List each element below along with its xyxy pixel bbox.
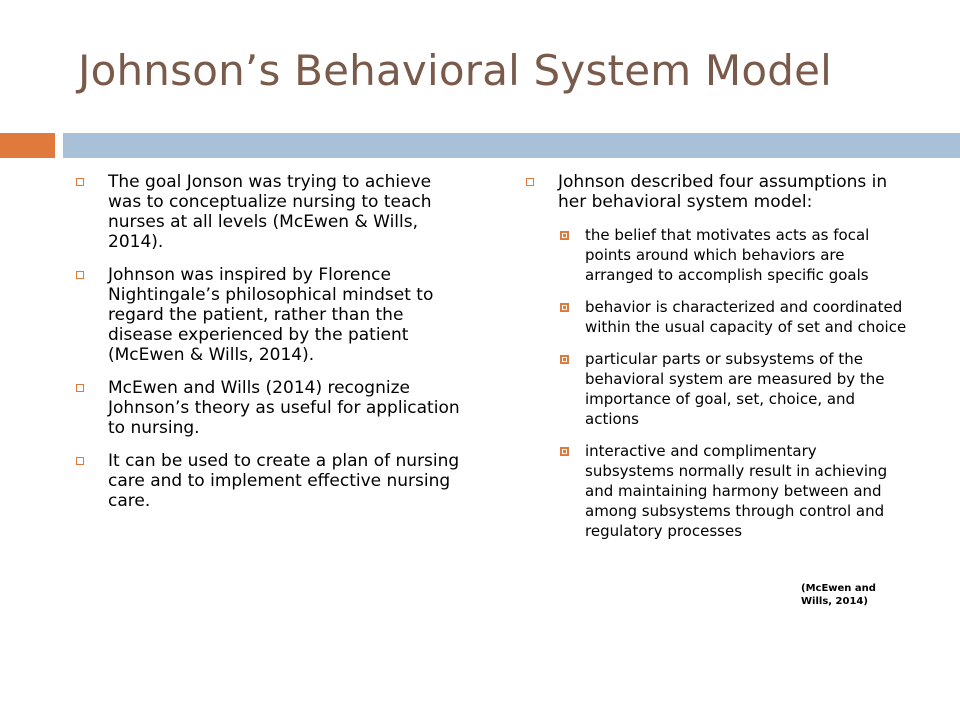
square-sub-bullet-icon bbox=[560, 231, 569, 240]
sub-bullet-text: particular parts or subsystems of the behavioral system are measured by the importance of goal, set, choice, and actions bbox=[585, 350, 885, 428]
right-column bbox=[522, 172, 907, 553]
sub-bullet-text: interactive and complimentary subsystems normally result in achieving and maintaining harmony between and among subsystems through control and regulatory processes bbox=[585, 442, 888, 540]
square-bullet-icon bbox=[76, 178, 84, 186]
citation: (McEwen and Wills, 2014) bbox=[801, 583, 876, 607]
accent-bar-blue bbox=[63, 133, 960, 158]
bullet-item bbox=[72, 378, 464, 438]
sub-bullet-item bbox=[558, 297, 907, 337]
bullet-item bbox=[72, 172, 464, 252]
bullet-text: It can be used to create a plan of nursing care and to implement effective nursing care. bbox=[108, 451, 460, 511]
square-sub-bullet-icon bbox=[560, 447, 569, 456]
sub-bullet-text: behavior is characterized and coordinated within the usual capacity of set and choice bbox=[585, 298, 907, 336]
bullet-text: The goal Jonson was trying to achieve was to conceptualize nursing to teach nurses at all levels (McEwen & Wills, 2014). bbox=[108, 172, 432, 252]
bullet-text: Johnson described four assumptions in her behavioral system model: bbox=[558, 172, 888, 212]
bullet-item bbox=[72, 265, 464, 365]
bullet-item bbox=[72, 451, 464, 511]
bullet-item bbox=[522, 172, 907, 212]
sub-bullet-item bbox=[558, 349, 907, 429]
square-bullet-icon bbox=[76, 384, 84, 392]
sub-bullet-item bbox=[558, 225, 907, 285]
left-column bbox=[72, 172, 464, 524]
square-bullet-icon bbox=[76, 457, 84, 465]
sub-bullet-text: the belief that motivates acts as focal points around which behaviors are arranged to accomplish specific goals bbox=[585, 226, 870, 284]
bullet-text: Johnson was inspired by Florence Nightingale’s philosophical mindset to regard the patient, rather than the disease experienced by the patient (McEwen & Wills, 2014). bbox=[108, 265, 434, 365]
square-sub-bullet-icon bbox=[560, 355, 569, 364]
sub-bullet-item bbox=[558, 441, 907, 541]
accent-bar-orange bbox=[0, 133, 55, 158]
square-bullet-icon bbox=[526, 178, 534, 186]
square-sub-bullet-icon bbox=[560, 303, 569, 312]
slide-title: Johnson’s Behavioral System Model bbox=[78, 46, 833, 95]
square-bullet-icon bbox=[76, 271, 84, 279]
bullet-text: McEwen and Wills (2014) recognize Johnson’s theory as useful for application to nursing. bbox=[108, 378, 460, 438]
